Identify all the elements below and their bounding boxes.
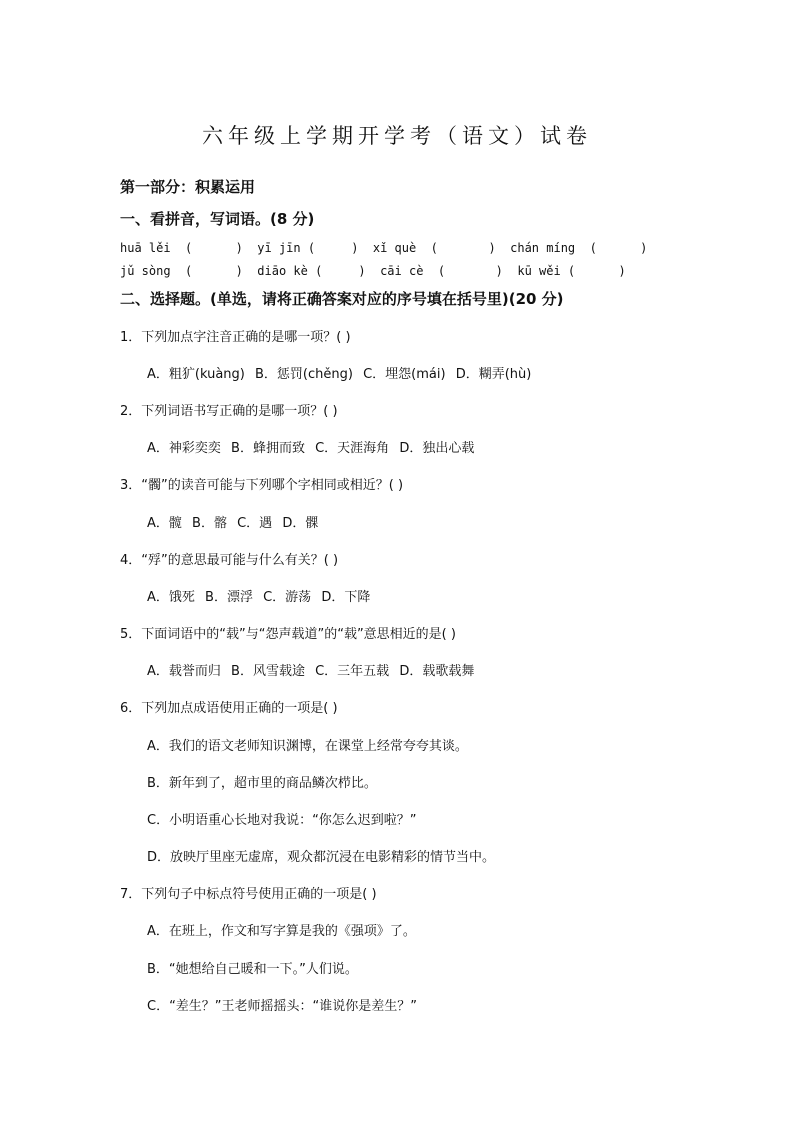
question-stem: 3．“髑”的读音可能与下列哪个字相同或相近？( ) bbox=[120, 478, 404, 493]
option-line: A．在班上，作文和写字算是我的《强项》了。 bbox=[147, 924, 416, 939]
option: D．独出心载 bbox=[399, 441, 475, 456]
option: A．载誉而归 bbox=[147, 664, 221, 679]
option-line: A．我们的语文老师知识渊博，在课堂上经常夸夸其谈。 bbox=[147, 739, 468, 754]
option: D．髁 bbox=[282, 516, 319, 531]
option-line: C．小明语重心长地对我说：“你怎么迟到啦？” bbox=[147, 813, 417, 828]
option-line: B．“她想给自己暖和一下。”人们说。 bbox=[147, 962, 358, 977]
option-row bbox=[147, 660, 480, 679]
option: A．粗犷(kuàng) bbox=[147, 367, 245, 382]
question-stem: 7．下列句子中标点符号使用正确的一项是( ) bbox=[120, 887, 377, 902]
option-line: B．新年到了，超市里的商品鳞次栉比。 bbox=[147, 776, 377, 791]
option: A．神彩奕奕 bbox=[147, 441, 221, 456]
option-row bbox=[147, 586, 376, 605]
option: B．惩罚(chěng) bbox=[255, 367, 353, 382]
page-title: 六年级上学期开学考（语文）试卷 bbox=[202, 124, 592, 148]
option: B．漂浮 bbox=[205, 590, 253, 605]
option: D．载歌载舞 bbox=[399, 664, 475, 679]
section-heading-pinyin: 一、看拼音，写词语。(8 分) bbox=[120, 210, 315, 228]
question-stem: 2．下列词语书写正确的是哪一项？( ) bbox=[120, 404, 338, 419]
option: B．风雪载途 bbox=[231, 664, 305, 679]
question-stem: 6．下列加点成语使用正确的一项是( ) bbox=[120, 701, 338, 716]
option-line: C．“差生？”王老师摇摇头：“谁说你是差生？” bbox=[147, 999, 418, 1014]
question-stem: 1．下列加点字注音正确的是哪一项？( ) bbox=[120, 330, 351, 345]
option: A．髋 bbox=[147, 516, 182, 531]
pinyin-row: jǔ sòng ( ) diāo kè ( ) cāi cè ( ) kū wěi ( ) bbox=[120, 264, 626, 278]
option: D．糊弄(hù) bbox=[455, 367, 532, 382]
option: C．埋怨(mái) bbox=[363, 367, 446, 382]
option: B．蜂拥而致 bbox=[231, 441, 305, 456]
option: C．天涯海角 bbox=[315, 441, 390, 456]
option: B．髂 bbox=[192, 516, 227, 531]
option-row bbox=[147, 363, 537, 382]
section-heading-choice: 二、选择题。(单选，请将正确答案对应的序号填在括号里)(20 分) bbox=[120, 290, 564, 308]
option: A．饿死 bbox=[147, 590, 195, 605]
option-row bbox=[147, 437, 480, 456]
option: D．下降 bbox=[321, 590, 371, 605]
option: C．遇 bbox=[237, 516, 273, 531]
option: C．游荡 bbox=[263, 590, 312, 605]
pinyin-row: huā lěi ( ) yī jīn ( ) xǐ què ( ) chán míng ( ) bbox=[120, 241, 648, 255]
option: C．三年五载 bbox=[315, 664, 390, 679]
question-stem: 4．“殍”的意思最可能与什么有关？( ) bbox=[120, 553, 339, 568]
option-line: D．放映厅里座无虚席，观众都沉浸在电影精彩的情节当中。 bbox=[147, 850, 496, 865]
part-heading: 第一部分：积累运用 bbox=[120, 178, 256, 196]
question-stem: 5．下面词语中的“载”与“怨声载道”的“载”意思相近的是( ) bbox=[120, 627, 456, 642]
option-row bbox=[147, 512, 324, 531]
